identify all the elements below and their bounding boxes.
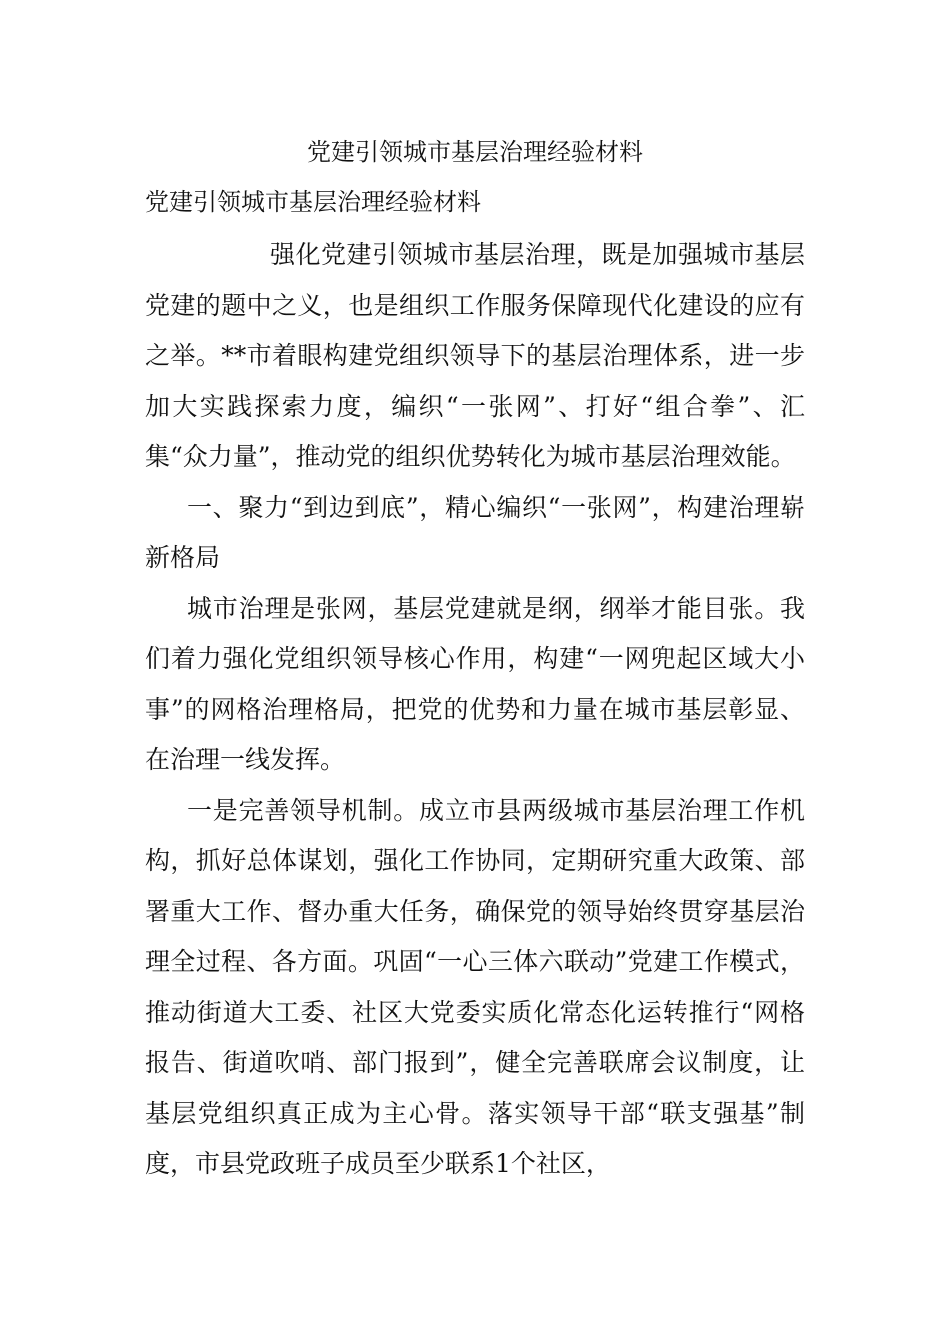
section-1-paragraph: 城市治理是张网，基层党建就是纲，纲举才能目张。我们着力强化党组织领导核心作用，构建“一网兜起区域大小事”的网格治理格局，把党的优势和力量在城市基层彰显、在治理一线发挥。	[145, 593, 805, 774]
document-title: 党建引领城市基层治理经验材料	[307, 138, 643, 166]
leadership-mechanism-paragraph: 一是完善领导机制。成立市县两级城市基层治理工作机构，抓好总体谋划，强化工作协同，定期研究重大政策、部署重大工作、督办重大任务，确保党的领导始终贯穿基层治理全过程、各方面。巩固“一心三体六联动”党建工作模式，推动街道大工委、社区大党委实质化常态化运转推行“网格报告、街道吹哨、部门报到”，健全完善联席会议制度，让基层党组织真正成为主心骨。落实领导干部“联支强基”制度，市县党政班子成员至少联系1个社区，	[145, 795, 805, 1178]
section-heading-1: 一、聚力“到边到底”，精心编织“一张网”，构建治理崭新格局	[145, 492, 805, 572]
document-subtitle: 党建引领城市基层治理经验材料	[145, 188, 481, 216]
document-body	[145, 230, 805, 1190]
intro-paragraph: 强化党建引领城市基层治理，既是加强城市基层党建的题中之义，也是组织工作服务保障现代化建设的应有之举。**市着眼构建党组织领导下的基层治理体系，进一步加大实践探索力度，编织“一张网”、打好“组合拳”、汇集“众力量”，推动党的组织优势转化为城市基层治理效能。	[145, 240, 805, 471]
